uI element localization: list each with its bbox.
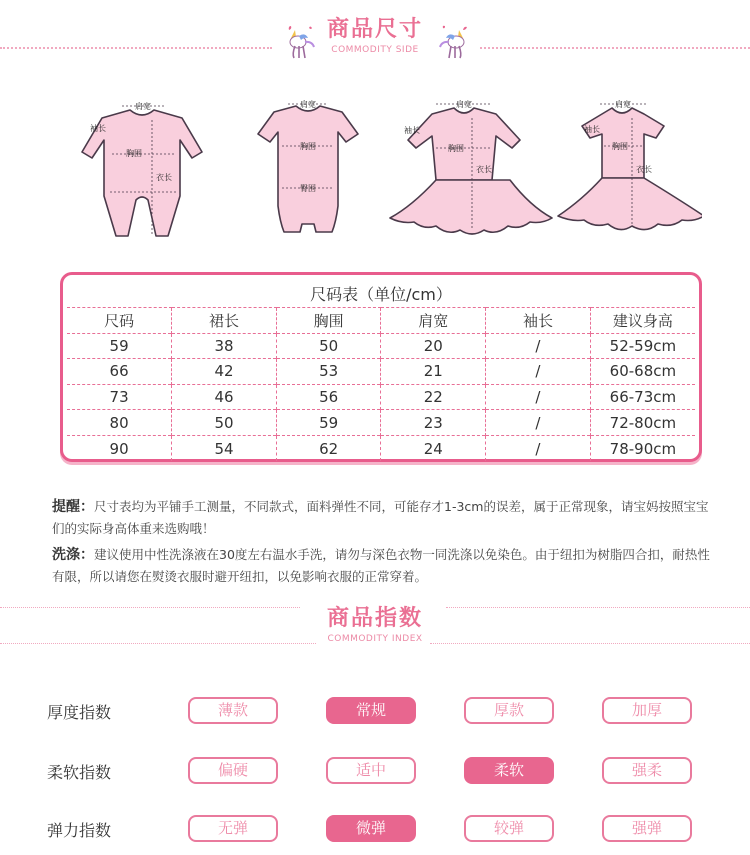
- thickness-option-extra-thick: 加厚: [602, 697, 692, 724]
- thickness-index-label: 厚度指数: [47, 703, 112, 722]
- thickness-option-thin: 薄款: [188, 697, 278, 724]
- dress-short-shoulder-label: 肩宽: [615, 100, 631, 109]
- table-row: [67, 359, 695, 385]
- dress-long-length-label: 衣长: [476, 165, 492, 174]
- washing-label: 洗涤：: [52, 547, 94, 563]
- table-row: [67, 333, 695, 359]
- size-chart-panel: [60, 272, 702, 462]
- table-cell: 50: [276, 333, 381, 359]
- table-cell: 59: [276, 410, 381, 436]
- thickness-index-row: [47, 697, 707, 727]
- table-cell: /: [486, 384, 591, 410]
- romper-short-chest-label: 胸围: [300, 142, 316, 151]
- romper-short-shoulder-label: 肩宽: [300, 100, 316, 109]
- reminder-note: [52, 496, 712, 539]
- section2-title-en: COMMODITY INDEX: [327, 634, 423, 644]
- dress-long-sleeve-label: 袖长: [404, 126, 420, 135]
- softness-option-extra-soft: 强柔: [602, 757, 692, 784]
- header-cell: 肩宽: [381, 308, 486, 334]
- table-cell: 53: [276, 359, 381, 385]
- romper-long-chest-label: 胸围: [126, 149, 142, 158]
- romper-long-length-label: 衣长: [156, 173, 172, 182]
- softness-index-label: 柔软指数: [47, 763, 112, 782]
- table-row: [67, 435, 695, 461]
- dress-long-shoulder-label: 肩宽: [456, 100, 472, 109]
- table-cell: 52-59cm: [590, 333, 695, 359]
- dress-short-chest-label: 胸围: [612, 142, 628, 151]
- section-title-commodity-index: [0, 601, 750, 644]
- romper-long-sleeve-figure: [82, 101, 202, 236]
- size-chart-title: 尺码表（单位/cm）: [310, 285, 452, 304]
- size-chart-table: [67, 307, 695, 461]
- table-cell: 72-80cm: [590, 410, 695, 436]
- unicorn-icon-right: [437, 24, 471, 60]
- header-cell: 尺码: [67, 308, 172, 334]
- washing-note: [52, 544, 712, 587]
- elasticity-option-slight-selected: 微弹: [326, 815, 416, 842]
- romper-long-sleeve-label: 袖长: [90, 124, 106, 133]
- table-cell: 66: [67, 359, 172, 385]
- table-row: [67, 410, 695, 436]
- dress-short-length-label: 衣长: [636, 165, 652, 174]
- garment-figures: [52, 96, 702, 246]
- softness-option-moderate: 适中: [326, 757, 416, 784]
- header-cell: 裙长: [172, 308, 277, 334]
- table-cell: 38: [172, 333, 277, 359]
- table-cell: /: [486, 333, 591, 359]
- header-cell: 建议身高: [590, 308, 695, 334]
- table-cell: 56: [276, 384, 381, 410]
- table-cell: /: [486, 435, 591, 461]
- table-cell: 73: [67, 384, 172, 410]
- table-cell: /: [486, 410, 591, 436]
- section-title-commodity-size: [0, 12, 750, 55]
- thickness-option-thick: 厚款: [464, 697, 554, 724]
- softness-option-soft-selected: 柔软: [464, 757, 554, 784]
- softness-option-firm: 偏硬: [188, 757, 278, 784]
- table-cell: 66-73cm: [590, 384, 695, 410]
- elasticity-option-none: 无弹: [188, 815, 278, 842]
- header-cell: 袖长: [486, 308, 591, 334]
- table-row: [67, 384, 695, 410]
- table-cell: 20: [381, 333, 486, 359]
- elasticity-index-label: 弹力指数: [47, 821, 112, 840]
- table-cell: 50: [172, 410, 277, 436]
- table-cell: 62: [276, 435, 381, 461]
- table-cell: 78-90cm: [590, 435, 695, 461]
- header-cell: 胸围: [276, 308, 381, 334]
- section-title-en: COMMODITY SIDE: [331, 45, 419, 55]
- table-cell: 42: [172, 359, 277, 385]
- table-cell: 80: [67, 410, 172, 436]
- romper-short-hip-label: 臀围: [300, 184, 316, 193]
- reminder-text: 尺寸表均为平铺手工测量，不同款式，面料弹性不同，可能存才1-3cm的误差，属于正常现象，请宝妈按照宝宝们的实际身高体重来选购哦！: [52, 499, 709, 536]
- thickness-option-regular-selected: 常规: [326, 697, 416, 724]
- table-cell: 46: [172, 384, 277, 410]
- dress-long-sleeve-figure: [390, 99, 552, 234]
- section2-title-cn: 商品指数: [326, 606, 423, 631]
- section-title-cn: 商品尺寸: [326, 17, 423, 42]
- table-cell: 54: [172, 435, 277, 461]
- table-header-row: [67, 308, 695, 334]
- softness-index-row: [47, 757, 707, 787]
- table-cell: 59: [67, 333, 172, 359]
- dress-long-chest-label: 胸围: [448, 144, 464, 153]
- romper-long-shoulder-label: 肩宽: [135, 102, 151, 111]
- table-cell: /: [486, 359, 591, 385]
- table-cell: 60-68cm: [590, 359, 695, 385]
- reminder-label: 提醒：: [52, 499, 94, 515]
- table-cell: 24: [381, 435, 486, 461]
- elasticity-option-moderate: 较弹: [464, 815, 554, 842]
- table-cell: 22: [381, 384, 486, 410]
- dress-short-sleeve-figure: [558, 99, 702, 230]
- elasticity-index-row: [47, 815, 707, 845]
- dress-short-sleeve-label: 袖长: [584, 125, 600, 134]
- elasticity-option-strong: 强弹: [602, 815, 692, 842]
- table-cell: 23: [381, 410, 486, 436]
- romper-short-sleeve-figure: [258, 99, 358, 232]
- washing-text: 建议使用中性洗涤液在30度左右温水手洗，请勿与深色衣物一同洗涤以免染色。由于纽扣为树脂四合扣，耐热性有限，所以请您在熨烫衣服时避开纽扣，以免影响衣服的正常穿着。: [52, 547, 710, 584]
- table-cell: 90: [67, 435, 172, 461]
- table-cell: 21: [381, 359, 486, 385]
